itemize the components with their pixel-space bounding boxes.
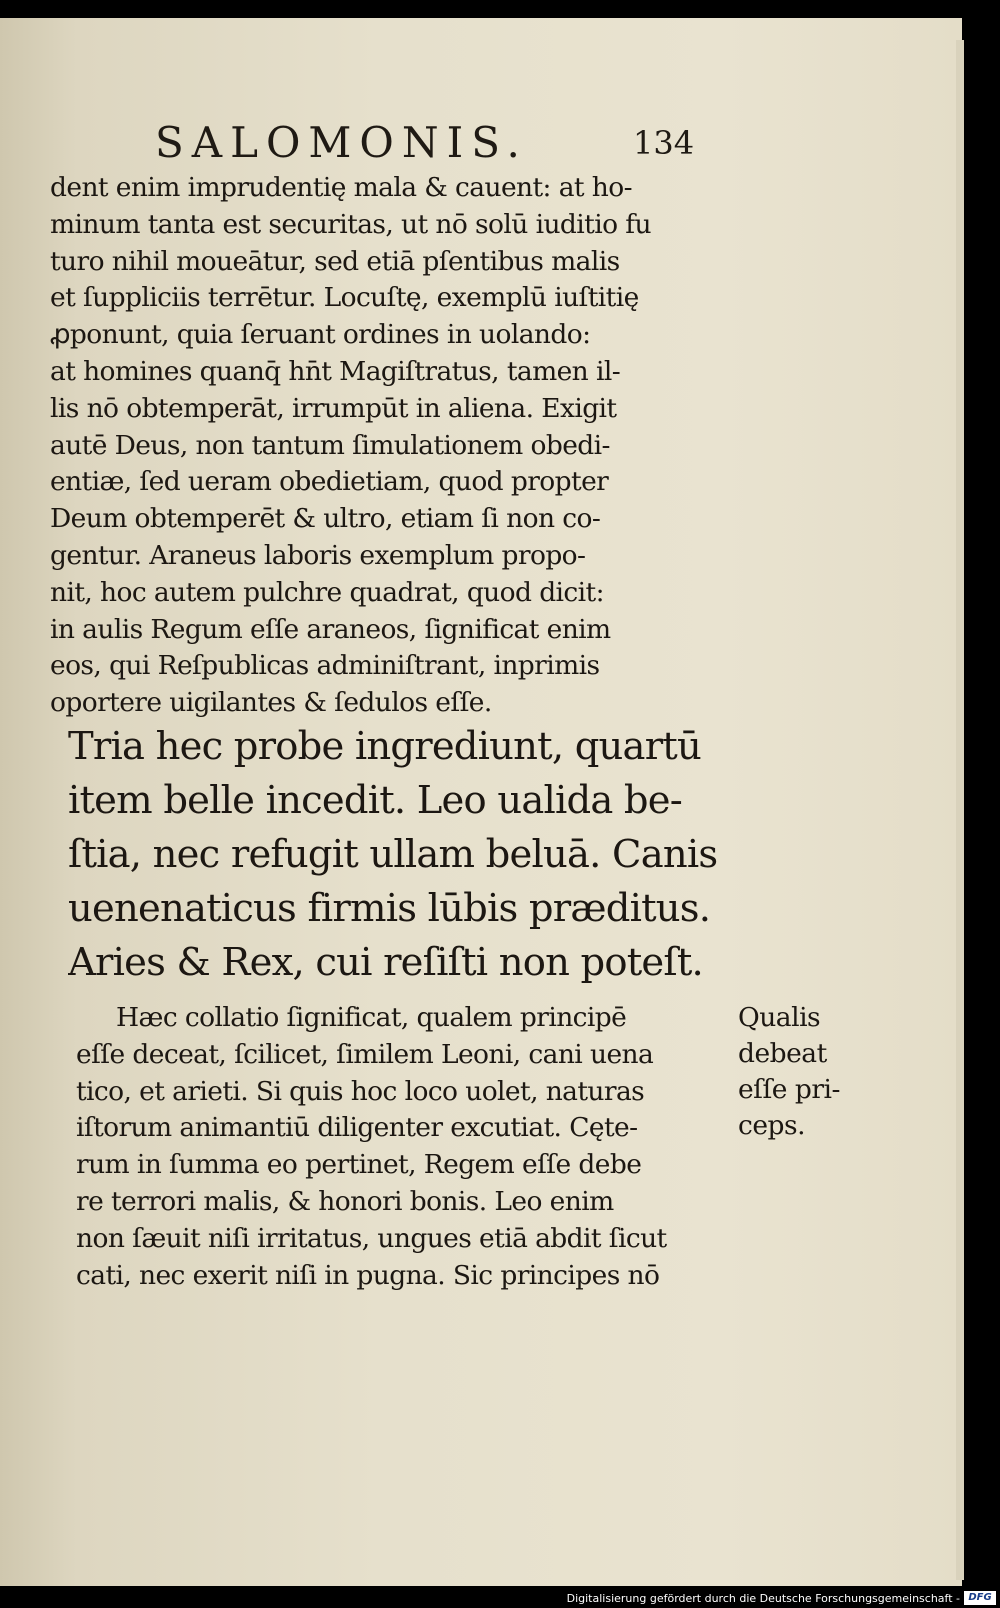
text-line: ꝓponunt, quia ſeruant ordines in uolando: <box>50 319 591 351</box>
text-line: eſſe deceat, ſcilicet, ſimilem Leoni, cani uena <box>76 1038 654 1070</box>
page-header <box>155 118 715 168</box>
text-line: turo nihil moueātur, sed etiā pſentibus malis <box>50 245 620 277</box>
text-line: iſtorum animantiū diligenter excutiat. Cęte- <box>76 1112 638 1144</box>
text-line: Hæc collatio ſignificat, qualem principē <box>116 1002 627 1033</box>
verse-line: Aries & Rex, cui reſiſti non poteſt. <box>68 940 703 985</box>
text-line: lis nō obtemperāt, irrumpūt in aliena. Exigit <box>50 392 617 424</box>
dfg-logo-icon: DFG <box>964 1591 996 1605</box>
marginal-note-line: Qualis <box>738 1002 821 1033</box>
commentary-paragraph <box>50 170 730 722</box>
text-line: Deum obtemperēt & ultro, etiam ſi non co- <box>50 503 601 535</box>
text-line: in aulis Regum eſſe araneos, ſignificat enim <box>50 613 611 645</box>
marginal-note <box>738 1000 858 1144</box>
marginal-note-line: debeat <box>738 1038 827 1069</box>
text-line: et ſuppliciis terrētur. Locuſtę, exemplū iuſtitię <box>50 282 639 314</box>
text-line: autē Deus, non tantum ſimulationem obedi- <box>50 429 610 461</box>
explanation-paragraph <box>76 1000 736 1294</box>
text-line: minum tanta est securitas, ut nō solū iuditio fu <box>50 208 651 240</box>
text-line: dent enim imprudentię mala & cauent: at ho- <box>50 172 632 203</box>
text-line: cati, nec exerit niſi in pugna. Sic principes nō <box>76 1259 660 1291</box>
footer-bar <box>0 1586 1000 1608</box>
page-edge <box>956 40 964 1580</box>
verse-line: Tria hec probe ingrediunt, quartū <box>68 724 701 769</box>
marginal-note-line: eſſe pri- <box>738 1074 840 1105</box>
verse-line: uenenaticus firmis lūbis præditus. <box>68 886 711 931</box>
text-line: nit, hoc autem pulchre quadrat, quod dicit: <box>50 576 604 608</box>
scripture-verse <box>68 720 728 990</box>
text-line: tico, et arieti. Si quis hoc loco uolet, naturas <box>76 1075 645 1107</box>
text-line: entiæ, ſed ueram obedietiam, quod propter <box>50 466 609 498</box>
text-line: eos, qui Reſpublicas adminiſtrant, inprimis <box>50 650 600 682</box>
verse-line: item belle incedit. Leo ualida be- <box>68 778 682 823</box>
marginal-note-line: ceps. <box>738 1110 806 1141</box>
text-line: re terrori malis, & honori bonis. Leo enim <box>76 1185 614 1217</box>
text-line: at homines quanq̄ hn̄t Magiſtratus, tamen il- <box>50 355 621 387</box>
page-number: 134 <box>633 124 695 162</box>
text-line: non ſæuit niſi irritatus, ungues etiā abdit ſicut <box>76 1222 667 1254</box>
verse-line: ſtia, nec refugit ullam beluā. Canis <box>68 832 718 877</box>
running-title: SALOMONIS. <box>155 118 528 167</box>
digitization-credit: Digitalisierung gefördert durch die Deutsche Forschungsgemeinschaft - <box>566 1592 960 1605</box>
text-line: gentur. Araneus laboris exemplum propo- <box>50 539 586 571</box>
text-line: oportere uigilantes & ſedulos eſſe. <box>50 687 492 719</box>
text-line: rum in ſumma eo pertinet, Regem eſſe debe <box>76 1149 642 1181</box>
